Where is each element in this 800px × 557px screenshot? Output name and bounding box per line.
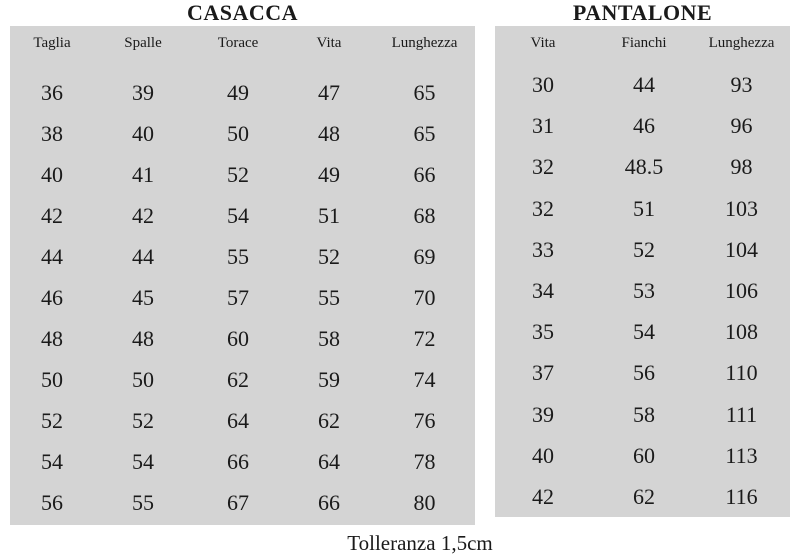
pantalone-title: PANTALONE <box>572 0 713 25</box>
casacca-cell-taglia: 38 <box>41 121 63 146</box>
casacca-cell-vita: 48 <box>318 121 340 146</box>
casacca-cell-taglia: 52 <box>41 408 63 433</box>
casacca-cell-spalle: 45 <box>132 285 154 310</box>
column-header-vita: Vita <box>316 35 342 51</box>
pantalone-cell-fianchi: 53 <box>633 278 655 303</box>
pantalone-cell-vita: 39 <box>532 401 554 427</box>
casacca-cell-torace: 49 <box>227 80 249 105</box>
casacca-cell-lunghezza: 70 <box>413 285 436 310</box>
pantalone-cell-vita: 32 <box>532 154 554 180</box>
column-header-lunghezza: Lunghezza <box>391 35 458 51</box>
casacca-cell-torace: 57 <box>227 285 249 310</box>
pantalone-cell-vita: 42 <box>532 484 554 509</box>
pantalone-cell-lunghezza: 116 <box>725 484 758 509</box>
casacca-cell-taglia: 54 <box>41 449 63 474</box>
pantalone-cell-fianchi: 44 <box>633 72 655 97</box>
casacca-cell-taglia: 56 <box>41 490 63 515</box>
pantalone-cell-lunghezza: 93 <box>730 72 753 97</box>
pantalone-cell-lunghezza: 103 <box>725 195 758 221</box>
casacca-cell-torace: 54 <box>227 203 249 228</box>
pantalone-cell-vita: 40 <box>532 442 554 468</box>
casacca-cell-spalle: 55 <box>132 490 154 515</box>
casacca-cell-lunghezza: 68 <box>413 203 436 228</box>
pantalone-cell-lunghezza: 110 <box>725 360 758 386</box>
casacca-cell-lunghezza: 80 <box>413 490 436 515</box>
casacca-cell-torace: 62 <box>227 367 249 392</box>
casacca-cell-spalle: 54 <box>132 449 154 474</box>
pantalone-cell-vita: 32 <box>532 195 554 221</box>
casacca-cell-taglia: 50 <box>41 367 63 392</box>
casacca-cell-spalle: 44 <box>132 244 154 269</box>
casacca-cell-spalle: 52 <box>132 408 154 433</box>
casacca-cell-vita: 64 <box>318 449 340 474</box>
pantalone-cell-fianchi: 62 <box>633 484 655 509</box>
pantalone-cell-lunghezza: 104 <box>725 236 758 262</box>
pantalone-cell-fianchi: 48.5 <box>624 154 664 180</box>
casacca-cell-torace: 66 <box>227 449 249 474</box>
casacca-cell-vita: 51 <box>318 203 340 228</box>
casacca-cell-torace: 50 <box>227 121 249 146</box>
casacca-cell-vita: 59 <box>318 367 340 392</box>
pantalone-cell-lunghezza: 113 <box>725 442 758 468</box>
column-header-vita: Vita <box>530 35 556 51</box>
pantalone-cell-fianchi: 58 <box>633 401 655 427</box>
pantalone-cell-fianchi: 60 <box>633 442 655 468</box>
casacca-cell-vita: 49 <box>318 162 340 187</box>
pantalone-cell-fianchi: 56 <box>633 360 655 386</box>
casacca-cell-vita: 58 <box>318 326 340 351</box>
casacca-cell-torace: 67 <box>227 490 249 515</box>
casacca-cell-spalle: 39 <box>132 80 154 105</box>
column-header-spalle: Spalle <box>124 35 162 51</box>
pantalone-cell-lunghezza: 108 <box>725 319 758 345</box>
casacca-cell-spalle: 41 <box>132 162 154 187</box>
pantalone-cell-vita: 34 <box>532 278 554 303</box>
casacca-cell-taglia: 44 <box>41 244 63 269</box>
pantalone-cell-fianchi: 51 <box>633 195 655 221</box>
column-header-lunghezza: Lunghezza <box>708 35 775 51</box>
column-header-taglia: Taglia <box>33 35 71 51</box>
casacca-cell-lunghezza: 78 <box>413 449 436 474</box>
casacca-cell-vita: 62 <box>318 408 340 433</box>
pantalone-cell-lunghezza: 98 <box>730 154 753 180</box>
casacca-title: CASACCA <box>186 0 299 25</box>
casacca-cell-spalle: 42 <box>132 203 154 228</box>
pantalone-cell-vita: 37 <box>532 360 554 386</box>
casacca-cell-torace: 64 <box>227 408 249 433</box>
casacca-size-table <box>10 26 475 525</box>
pantalone-cell-vita: 33 <box>532 236 554 262</box>
casacca-cell-lunghezza: 69 <box>413 244 436 269</box>
column-header-fianchi: Fianchi <box>621 35 667 51</box>
casacca-cell-lunghezza: 72 <box>413 326 436 351</box>
pantalone-cell-lunghezza: 111 <box>725 401 758 427</box>
casacca-cell-taglia: 40 <box>41 162 63 187</box>
casacca-cell-spalle: 48 <box>132 326 154 351</box>
pantalone-cell-fianchi: 52 <box>633 236 655 262</box>
casacca-cell-lunghezza: 76 <box>413 408 436 433</box>
casacca-cell-taglia: 48 <box>41 326 63 351</box>
pantalone-cell-vita: 30 <box>532 72 554 97</box>
casacca-cell-spalle: 40 <box>132 121 154 146</box>
casacca-cell-lunghezza: 65 <box>413 121 436 146</box>
casacca-cell-lunghezza: 65 <box>413 80 436 105</box>
casacca-cell-lunghezza: 74 <box>413 367 436 392</box>
pantalone-size-table <box>495 26 790 517</box>
casacca-cell-lunghezza: 66 <box>413 162 436 187</box>
casacca-cell-spalle: 50 <box>132 367 154 392</box>
column-header-torace: Torace <box>217 35 259 51</box>
pantalone-cell-lunghezza: 106 <box>725 278 758 303</box>
pantalone-cell-fianchi: 54 <box>633 319 655 345</box>
casacca-cell-taglia: 46 <box>41 285 63 310</box>
tolerance-note: Tolleranza 1,5cm <box>347 531 493 555</box>
pantalone-cell-vita: 31 <box>532 113 554 139</box>
pantalone-cell-vita: 35 <box>532 319 554 345</box>
pantalone-cell-lunghezza: 96 <box>730 113 753 139</box>
casacca-cell-taglia: 42 <box>41 203 63 228</box>
casacca-cell-vita: 52 <box>318 244 340 269</box>
casacca-cell-vita: 55 <box>318 285 340 310</box>
casacca-cell-torace: 55 <box>227 244 249 269</box>
casacca-cell-taglia: 36 <box>41 80 63 105</box>
casacca-cell-vita: 66 <box>318 490 340 515</box>
casacca-cell-torace: 60 <box>227 326 249 351</box>
casacca-cell-vita: 47 <box>318 80 340 105</box>
pantalone-cell-fianchi: 46 <box>633 113 655 139</box>
casacca-cell-torace: 52 <box>227 162 249 187</box>
